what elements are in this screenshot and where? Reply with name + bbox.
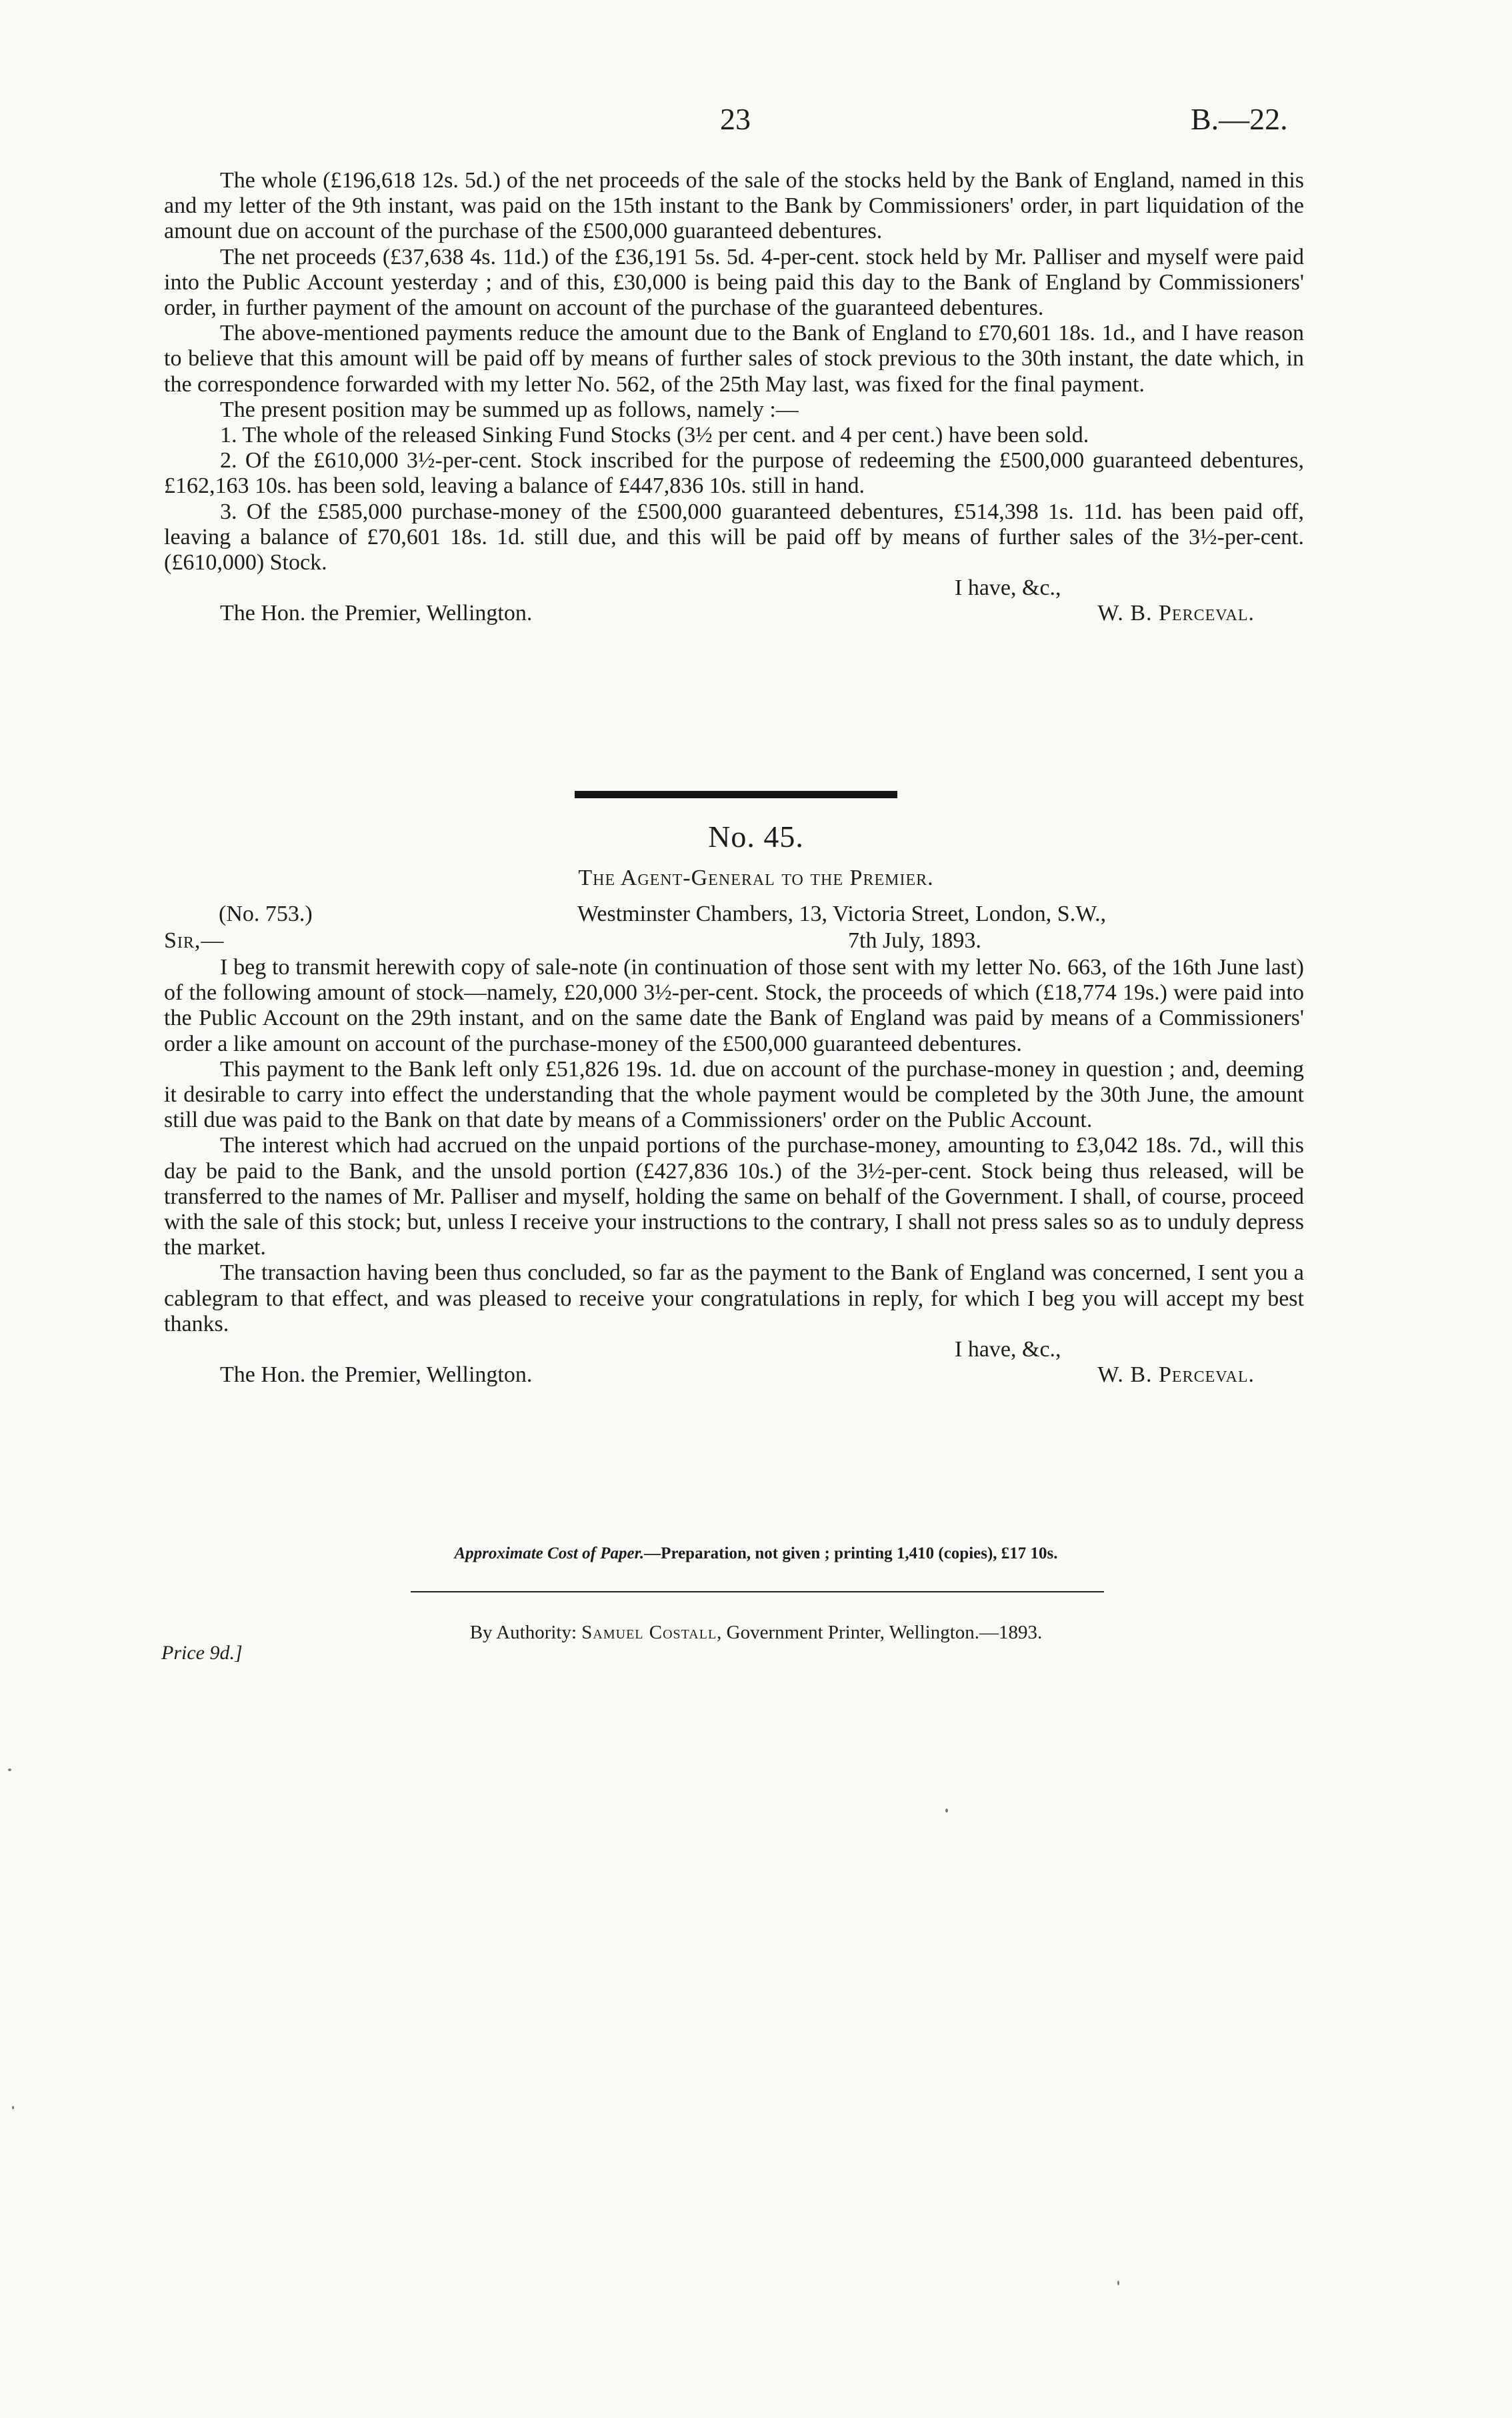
sender-address: Westminster Chambers, 13, Victoria Street, London, S.W., xyxy=(577,902,1107,926)
scan-speck xyxy=(8,1768,11,1771)
scan-speck xyxy=(1117,2281,1119,2285)
closing-phrase: I have, &c., xyxy=(955,575,1061,601)
paragraph: 3. Of the £585,000 purchase-money of the £500,000 guaranteed debentures, £514,398 1s. 11d. has been paid off, leaving a balance of £70,601 18s. 1d. still due, and this will be paid off by means of further sales of the 3½-per-cent. (£610,000) Stock. xyxy=(164,499,1304,575)
document-reference: B.—22. xyxy=(1191,102,1288,136)
signature-line xyxy=(164,1362,1304,1388)
signature: W. B. Perceval. xyxy=(1097,1362,1255,1388)
signature-line xyxy=(164,601,1304,626)
paragraph: The transaction having been thus concluded, so far as the payment to the Bank of England was concerned, I sent you a cablegram to that effect, and was pleased to receive your congratulations in reply, for which I beg you will accept my best thanks. xyxy=(164,1260,1304,1336)
paragraph: The net proceeds (£37,638 4s. 11d.) of the £36,191 5s. 5d. 4-per-cent. stock held by Mr. Palliser and myself were paid into the Public Account yesterday ; and of this, £30,000 is being paid this day to the Bank of England by Commissioners' order, in further payment of the amount on account of the purchase of the guaranteed debentures. xyxy=(164,244,1304,321)
reference-number: (No. 753.) xyxy=(219,902,313,926)
letter-date: 7th July, 1893. xyxy=(848,928,981,953)
printer-name: Samuel Costall xyxy=(581,1622,717,1643)
paragraph: The above-mentioned payments reduce the amount due to the Bank of England to £70,601 18s. 1d., and I have reason to believe that this amount will be paid off by means of further sales of stock previous to the 30th instant, the date which, in the correspondence forwarded with my letter No. 562, of the 25th May last, was fixed for the final payment. xyxy=(164,321,1304,397)
closing-line xyxy=(164,1337,1304,1362)
scan-speck xyxy=(12,2106,14,2109)
signature: W. B. Perceval. xyxy=(1097,601,1255,626)
paragraph: 1. The whole of the released Sinking Fund Stocks (3½ per cent. and 4 per cent.) have been sold. xyxy=(220,423,1089,448)
addressee: The Hon. the Premier, Wellington. xyxy=(220,1362,533,1388)
letter-route: The Agent-General to the Premier. xyxy=(578,866,934,890)
salutation: Sir,— xyxy=(164,928,225,953)
addressee: The Hon. the Premier, Wellington. xyxy=(220,601,533,626)
paragraph: The interest which had accrued on the unpaid portions of the purchase-money, amounting to £3,042 18s. 7d., will this day be paid to the Bank, and the unsold portion (£427,836 10s.) of the 3½-per-cent. Stock being thus released, will be transferred to the names of Mr. Palliser and myself, holding the same on behalf of the Government. I shall, of course, proceed with the sale of this stock; but, unless I receive your instructions to the contrary, I shall not press sales so as to unduly depress the market. xyxy=(164,1133,1304,1260)
paragraph: This payment to the Bank left only £51,826 19s. 1d. due on account of the purchase-money in question ; and, deeming it desirable to carry into effect the understanding that the whole payment would be completed by the 30th June, the amount still due was paid to the Bank on that date by means of a Commissioners' order on the Public Account. xyxy=(164,1056,1304,1133)
paragraph: The present position may be summed up as follows, namely :— xyxy=(220,397,799,422)
price: Price 9d.] xyxy=(161,1642,243,1664)
printer-authority xyxy=(0,1622,1512,1644)
scan-speck xyxy=(945,1808,948,1812)
paragraph: I beg to transmit herewith copy of sale-note (in continuation of those sent with my letter No. 663, of the 16th June last) of the following amount of stock—namely, £20,000 3½-per-cent. Stock, the proceeds of which (£18,774 19s.) were paid into the Public Account on the 29th instant, and on the same date the Bank of England was paid by means of a Commissioners' order a like amount on account of the purchase-money of the £500,000 guaranteed debentures. xyxy=(164,955,1304,1056)
authority-suffix: , Government Printer, Wellington.—1893. xyxy=(717,1622,1043,1643)
cost-text: —Preparation, not given ; printing 1,410 (copies), £17 10s. xyxy=(644,1544,1058,1562)
paragraph: The whole (£196,618 12s. 5d.) of the net proceeds of the sale of the stocks held by the Bank of England, named in this and my letter of the 9th instant, was paid on the 15th instant to the Bank by Commissioners' order, in part liquidation of the amount due on account of the purchase of the £500,000 guaranteed debentures. xyxy=(164,168,1304,244)
cost-label: Approximate Cost of Paper. xyxy=(454,1544,645,1562)
authority-prefix: By Authority: xyxy=(469,1622,577,1643)
cost-of-paper-note xyxy=(0,1544,1512,1563)
footer-divider xyxy=(411,1591,1104,1592)
letter-header xyxy=(164,902,1304,958)
closing-phrase: I have, &c., xyxy=(955,1337,1061,1362)
paragraph: 2. Of the £610,000 3½-per-cent. Stock inscribed for the purpose of redeeming the £500,000 guaranteed debentures, £162,163 10s. has been sold, leaving a balance of £447,836 10s. still in hand. xyxy=(164,448,1304,499)
second-letter-body xyxy=(164,955,1304,1388)
section-divider xyxy=(575,791,897,798)
closing-line xyxy=(164,575,1304,601)
letter-number-heading: No. 45. xyxy=(708,820,804,854)
first-letter-body xyxy=(164,168,1304,626)
page-number: 23 xyxy=(720,102,751,136)
